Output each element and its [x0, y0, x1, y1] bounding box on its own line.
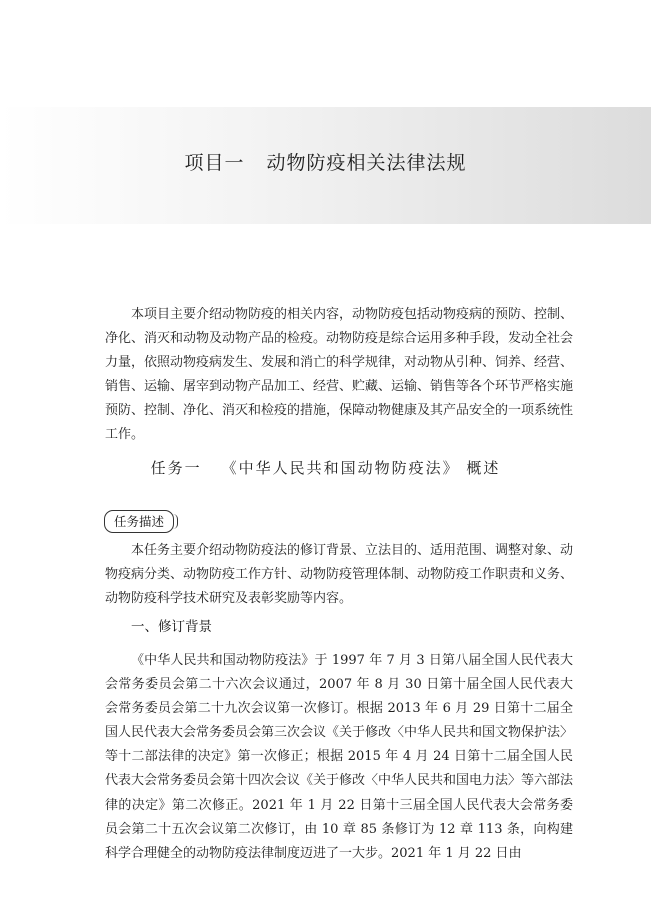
task-label: 任务一	[150, 459, 202, 477]
revision-background-paragraph: 《中华人民共和国动物防疫法》于 1997 年 7 月 3 日第八届全国人民代表大会常务委员会第二十六次会议通过，2007 年 8 月 30 日第十届全国人民代表大会常务委员会第二十九次会议第一次修订。根据 2013 年 6 月 29 日第十二届全国人民代表大会常务委员会第三次会议《关于修改〈中华人民共和国文物保护法〉等十二部法律的决定》第一次修正；根据 2015 年 4 月 24 日第十二届全国人民代表大会常务委员会第十四次会议《关于修改〈中华人民共和国电力法〉等六部法律的决定》第二次修正。2021 年 1 月 22 日第十三届全国人民代表大会常务委员会第二十五次会议第二次修订，由 10 章 85 条修订为 12 章 113 条，向构建科学合理健全的动物防疫法律制度迈进了一大步。2021 年 1 月 22 日由	[105, 653, 574, 861]
task-title	[0, 457, 651, 478]
task-name: 《中华人民共和国动物防疫法》 概述	[221, 459, 501, 477]
project-title	[0, 148, 651, 175]
intro-paragraph: 本项目主要介绍动物防疫的相关内容，动物防疫包括动物疫病的预防、控制、净化、消灭和动物及动物产品的检疫。动物防疫是综合运用多种手段，发动全社会力量，依照动物疫病发生、发展和消亡的科学规律，对动物从引种、饲养、经营、销售、运输、屠宰到动物产品加工、经营、贮藏、运输、销售等各个环节严格实施预防、控制、净化、消灭和检疫的措施，保障动物健康及其产品安全的一项系统性工作。	[105, 307, 574, 443]
project-label: 项目一	[184, 152, 245, 174]
project-name: 动物防疫相关法律法规	[266, 152, 467, 174]
task-description-tag: 任务描述	[104, 510, 174, 533]
section-heading: 一、修订背景	[131, 619, 212, 635]
task-description-paragraph: 本任务主要介绍动物防疫法的修订背景、立法目的、适用范围、调整对象、动物疫病分类、动物防疫工作方针、动物防疫管理体制、动物防疫工作职责和义务、动物防疫科学技术研究及表彰奖励等内容。	[105, 543, 574, 607]
